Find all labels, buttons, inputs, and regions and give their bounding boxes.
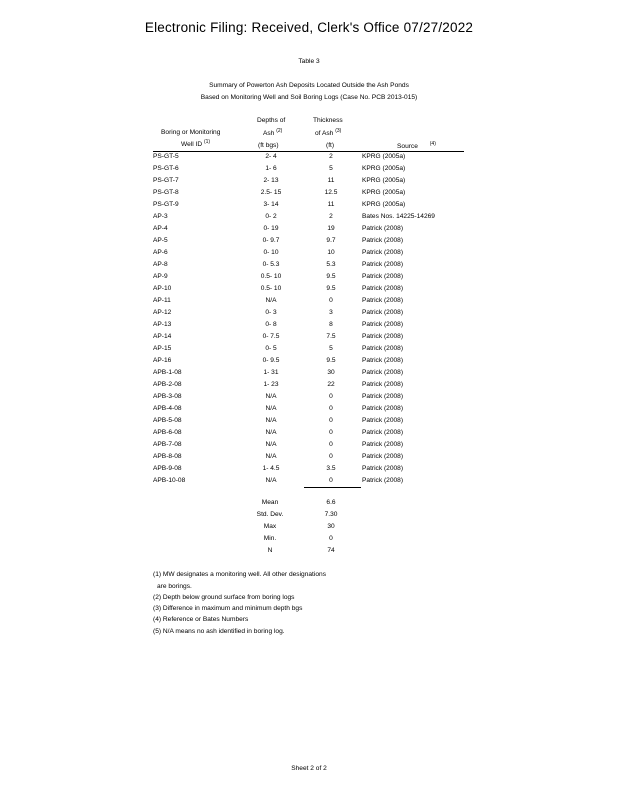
cell-thickness: 0 — [329, 417, 333, 424]
cell-thickness: 11 — [327, 201, 335, 208]
cell-source: Patrick (2008) — [362, 465, 404, 472]
cell-source: Patrick (2008) — [362, 441, 404, 448]
cell-well-id: AP-9 — [153, 273, 168, 280]
cell-thickness: 8 — [329, 321, 333, 328]
cell-well-id: AP-13 — [153, 321, 172, 328]
col-thick-header-line3: (ft) — [326, 142, 335, 149]
col-depth-header-line1: Depths of — [257, 117, 286, 124]
cell-thickness: 12.5 — [324, 189, 338, 196]
cell-well-id: APB-3-08 — [153, 393, 182, 400]
cell-thickness: 2 — [329, 153, 333, 160]
cell-source: KPRG (2005a) — [362, 177, 406, 184]
cell-well-id: AP-10 — [153, 285, 172, 292]
cell-well-id: APB-9-08 — [153, 465, 182, 472]
cell-thickness: 0 — [329, 453, 333, 460]
cell-depth: 0- 9.5 — [262, 357, 280, 364]
cell-thickness: 9.5 — [326, 273, 336, 280]
cell-thickness: 11 — [327, 177, 335, 184]
cell-source: Patrick (2008) — [362, 381, 404, 388]
cell-depth: N/A — [265, 477, 277, 484]
cell-depth: 0- 2 — [265, 213, 277, 220]
cell-thickness: 5 — [329, 165, 333, 172]
cell-depth: 0- 8 — [265, 321, 277, 328]
stat-label: Std. Dev. — [256, 511, 284, 518]
stat-label: N — [267, 547, 273, 554]
cell-depth: 2.5- 15 — [260, 189, 282, 196]
cell-well-id: AP-6 — [153, 249, 168, 256]
stat-label: Min. — [263, 535, 277, 542]
footnote-line: (2) Depth below ground surface from boring logs — [153, 594, 295, 601]
cell-well-id: PS-GT-8 — [153, 189, 179, 196]
cell-thickness: 2 — [329, 213, 333, 220]
footnote-line: (5) N/A means no ash identified in boring log. — [153, 628, 285, 635]
cell-depth: 1- 23 — [263, 381, 279, 388]
total-rule — [304, 487, 361, 488]
cell-thickness: 3.5 — [326, 465, 336, 472]
cell-well-id: AP-12 — [153, 309, 172, 316]
cell-well-id: APB-6-08 — [153, 429, 182, 436]
cell-source: Patrick (2008) — [362, 237, 404, 244]
cell-well-id: AP-16 — [153, 357, 172, 364]
footnote-line: are borings. — [157, 583, 192, 590]
cell-source: Patrick (2008) — [362, 333, 404, 340]
cell-thickness: 9.7 — [326, 237, 336, 244]
footnote-line: (4) Reference or Bates Numbers — [153, 616, 249, 623]
cell-depth: 1- 31 — [263, 369, 279, 376]
cell-well-id: APB-8-08 — [153, 453, 182, 460]
cell-well-id: APB-5-08 — [153, 417, 182, 424]
cell-well-id: AP-3 — [153, 213, 168, 220]
cell-depth: 0.5- 10 — [260, 273, 282, 280]
stat-value: 6.6 — [326, 499, 336, 506]
cell-source: Patrick (2008) — [362, 477, 404, 484]
cell-depth: 0- 7.5 — [262, 333, 280, 340]
table-subtitle-line1: Summary of Powerton Ash Deposits Located Outside the Ash Ponds — [209, 82, 409, 89]
cell-well-id: APB-7-08 — [153, 441, 182, 448]
col-depth-header-text: Ash — [263, 130, 275, 138]
cell-well-id: PS-GT-5 — [153, 153, 179, 160]
cell-source: Patrick (2008) — [362, 369, 404, 376]
cell-source: Bates Nos. 14225-14269 — [362, 213, 435, 220]
col-thick-header-text: of Ash — [315, 130, 334, 138]
cell-source: Patrick (2008) — [362, 345, 404, 352]
cell-depth: 0- 10 — [263, 249, 279, 256]
cell-thickness: 5 — [329, 345, 333, 352]
cell-source: Patrick (2008) — [362, 309, 404, 316]
col-depth-footnote: (2) — [276, 128, 283, 134]
cell-thickness: 0 — [329, 405, 333, 412]
cell-source: KPRG (2005a) — [362, 189, 406, 196]
col-depth-header-line2 — [263, 127, 282, 138]
table-subtitle-line2: Based on Monitoring Well and Soil Boring Logs (Case No. PCB 2013-015) — [200, 94, 418, 101]
cell-source: Patrick (2008) — [362, 261, 404, 268]
col-thick-header-line1: Thickness — [313, 117, 343, 124]
cell-source: Patrick (2008) — [362, 357, 404, 364]
cell-thickness: 0 — [329, 393, 333, 400]
cell-depth: N/A — [265, 417, 277, 424]
cell-source: Patrick (2008) — [362, 417, 404, 424]
cell-source: Patrick (2008) — [362, 453, 404, 460]
cell-thickness: 30 — [327, 369, 335, 376]
cell-depth: 0- 9.7 — [262, 237, 280, 244]
stat-label: Mean — [261, 499, 279, 506]
cell-well-id: PS-GT-6 — [153, 165, 179, 172]
cell-source: KPRG (2005a) — [362, 165, 406, 172]
stat-value: 0 — [329, 535, 333, 542]
col-id-header-text: Well ID — [181, 141, 203, 149]
cell-depth: 1- 6 — [265, 165, 277, 172]
cell-thickness: 19 — [327, 225, 335, 232]
cell-thickness: 9.5 — [326, 357, 336, 364]
cell-source: Patrick (2008) — [362, 393, 404, 400]
cell-well-id: AP-11 — [153, 297, 171, 304]
cell-source: Patrick (2008) — [362, 429, 404, 436]
col-source-footnote: (4) — [429, 141, 436, 147]
cell-well-id: APB-2-08 — [153, 381, 182, 388]
cell-well-id: APB-10-08 — [153, 477, 186, 484]
cell-well-id: PS-GT-9 — [153, 201, 179, 208]
cell-thickness: 0 — [329, 429, 333, 436]
cell-depth: N/A — [265, 453, 277, 460]
cell-well-id: AP-15 — [153, 345, 172, 352]
col-id-footnote: (1) — [203, 139, 211, 145]
cell-depth: 0- 19 — [263, 225, 279, 232]
cell-thickness: 22 — [327, 381, 335, 388]
cell-depth: 2- 13 — [263, 177, 279, 184]
cell-depth: 3- 14 — [263, 201, 279, 208]
col-id-header-line1: Boring or Monitoring — [161, 129, 221, 136]
cell-depth: N/A — [265, 429, 277, 436]
col-depth-header-line3: (ft bgs) — [258, 142, 279, 149]
cell-source: Patrick (2008) — [362, 225, 404, 232]
cell-depth: N/A — [265, 441, 277, 448]
cell-well-id: APB-1-08 — [153, 369, 182, 376]
table-title: Table 3 — [298, 58, 320, 65]
cell-depth: 1- 4.5 — [262, 465, 280, 472]
cell-well-id: AP-14 — [153, 333, 172, 340]
cell-thickness: 0 — [329, 441, 333, 448]
cell-thickness: 9.5 — [326, 285, 336, 292]
cell-well-id: AP-5 — [153, 237, 168, 244]
stat-value: 30 — [327, 523, 335, 530]
stat-label: Max — [263, 523, 277, 530]
cell-depth: 2- 4 — [265, 153, 277, 160]
cell-depth: N/A — [265, 393, 277, 400]
cell-thickness: 0 — [329, 297, 333, 304]
stat-value: 74 — [327, 547, 335, 554]
cell-well-id: PS-GT-7 — [153, 177, 179, 184]
cell-source: Patrick (2008) — [362, 273, 404, 280]
cell-depth: 0.5- 10 — [260, 285, 282, 292]
cell-source: Patrick (2008) — [362, 249, 404, 256]
cell-well-id: AP-4 — [153, 225, 168, 232]
cell-source: Patrick (2008) — [362, 405, 404, 412]
col-thick-header-line2 — [315, 127, 341, 138]
cell-thickness: 3 — [329, 309, 333, 316]
cell-depth: N/A — [265, 405, 277, 412]
col-id-header-line2 — [181, 138, 210, 149]
cell-depth: N/A — [265, 297, 277, 304]
sheet-footer: Sheet 2 of 2 — [291, 765, 327, 772]
cell-thickness: 0 — [329, 477, 333, 484]
col-source-header — [397, 140, 436, 151]
footnote-line: (1) MW designates a monitoring well. All other designations — [153, 571, 326, 578]
efiling-header: Electronic Filing: Received, Clerk's Office 07/27/2022 — [144, 20, 474, 35]
cell-source: KPRG (2005a) — [362, 153, 406, 160]
stat-value: 7.30 — [324, 511, 338, 518]
cell-well-id: APB-4-08 — [153, 405, 182, 412]
cell-depth: 0- 5.3 — [262, 261, 280, 268]
cell-source: Patrick (2008) — [362, 297, 404, 304]
cell-depth: 0- 5 — [265, 345, 277, 352]
cell-thickness: 5.3 — [326, 261, 336, 268]
cell-well-id: AP-8 — [153, 261, 168, 268]
footnote-line: (3) Difference in maximum and minimum depth bgs — [153, 605, 303, 612]
col-thick-footnote: (3) — [335, 128, 342, 134]
col-source-header-text: Source — [397, 143, 418, 151]
cell-source: Patrick (2008) — [362, 321, 404, 328]
cell-source: Patrick (2008) — [362, 285, 404, 292]
cell-source: KPRG (2005a) — [362, 201, 406, 208]
cell-depth: 0- 3 — [265, 309, 277, 316]
cell-thickness: 7.5 — [326, 333, 336, 340]
cell-thickness: 10 — [327, 249, 335, 256]
